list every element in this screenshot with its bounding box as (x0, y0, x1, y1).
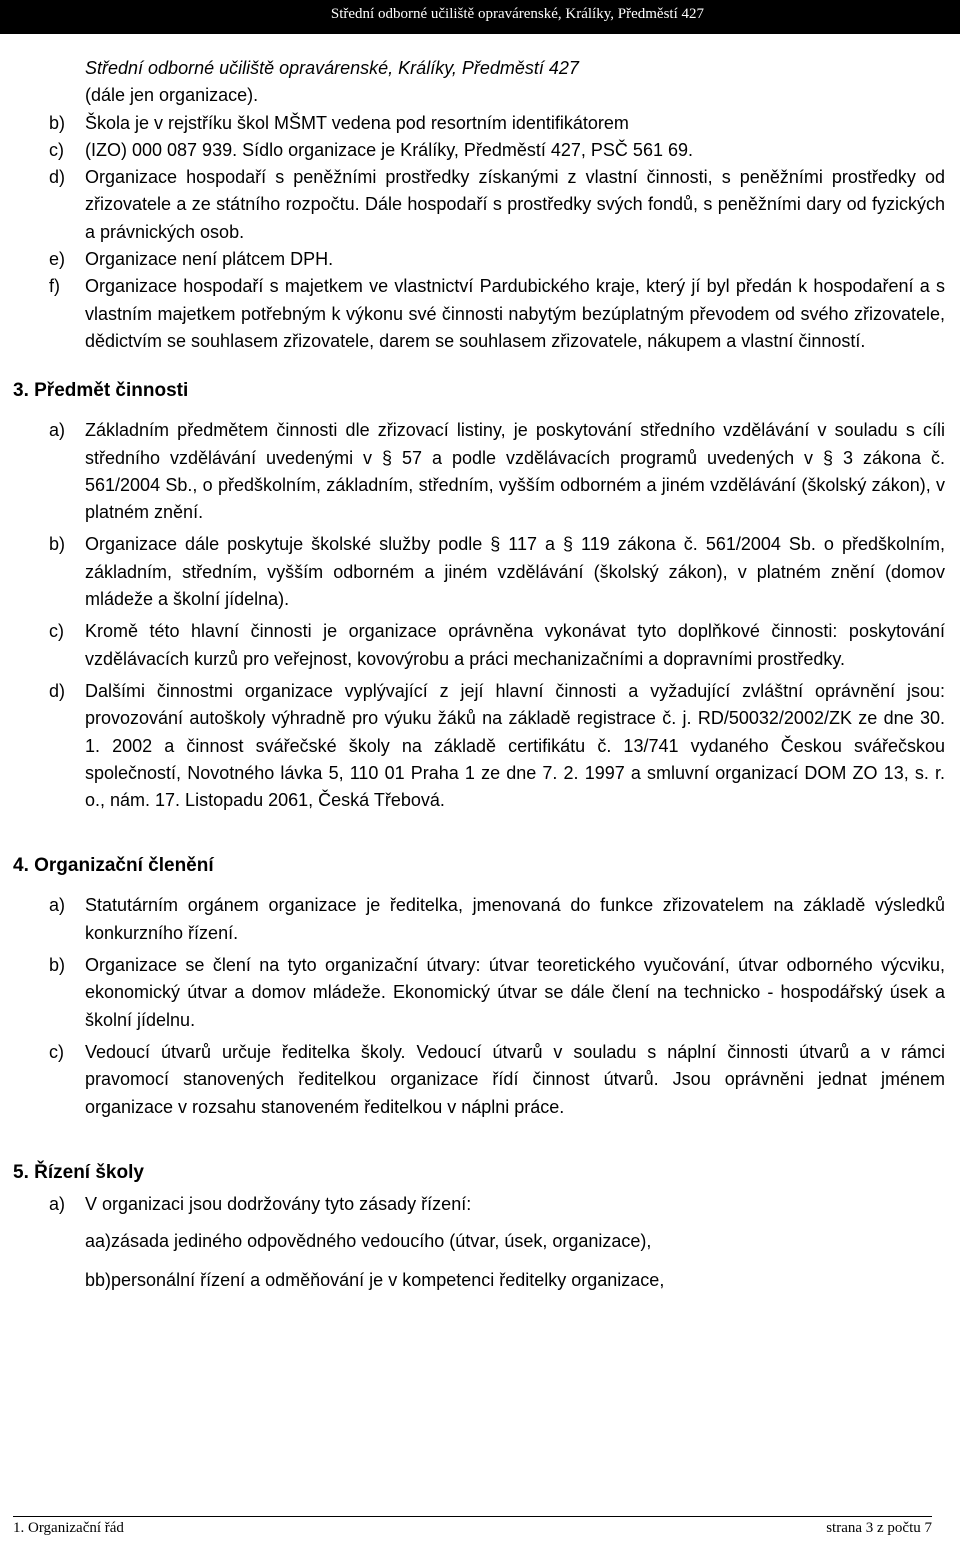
s3-item-a: a) Základním předmětem činnosti dle zřizovací listiny, je poskytování středního vzdělávání v souladu s cíli středního vzdělávání uvedenými v § 57 a podle vzdělávacích programů uvedených v § 3 zákona č. 561/2004 Sb., o předškolním, základním, středním, vyšším odborném a jiném vzdělávání (školský zákon), v platném znění. (49, 420, 945, 523)
intro-item-e: e) Organizace není plátcem DPH. (49, 249, 334, 270)
s5-sub-aa: aa)zásada jediného odpovědného vedoucího (útvar, úsek, organizace), (85, 1231, 652, 1252)
page-header (0, 0, 960, 34)
intro-name-note: (dále jen organizace). (85, 85, 259, 106)
section-3-title: 3. Předmět činnosti (13, 380, 189, 402)
s5-sub-bb: bb)personální řízení a odměňování je v kompetenci ředitelky organizace, (85, 1270, 665, 1291)
s4-item-a: a) Statutárním orgánem organizace je ředitelka, jmenovaná do funkce zřizovatelem na základě výsledků konkurzního řízení. (49, 895, 945, 943)
header-title: Střední odborné učiliště opravárenské, Králíky, Předměstí 427 (330, 6, 704, 22)
footer-doc-title: 1. Organizační řád (13, 1520, 124, 1536)
intro-item-b: b) Škola je v rejstříku škol MŠMT vedena pod resortním identifikátorem (49, 112, 629, 133)
section-5-title: 5. Řízení školy (13, 1161, 144, 1183)
intro-item-d: d) Organizace hospodaří s peněžními prostředky získanými z vlastní činnosti, s peněžními prostředky od zřizovatele a ze státního rozpočtu. Dále hospodaří s prostředky svých fondů, s peněžními dary od fyzických a právnických osob. (49, 167, 945, 242)
page-footer (13, 1516, 932, 1537)
s4-item-b: b) Organizace se člení na tyto organizační útvary: útvar teoretického vyučování, útvar odborného výcviku, ekonomický útvar a domov mládeže. Ekonomický útvar se dále člení na technicko - hospodářský úsek a školní jídelnu. (49, 955, 945, 1030)
intro-item-f: f) Organizace hospodaří s majetkem ve vlastnictví Pardubického kraje, který jí byl předán k hospodaření a s vlastním majetkem potřebným k výkonu své činnosti nabytým bezúplatným převodem od svého zřizovatele, dědictvím se souhlasem zřizovatele, darem se souhlasem zřizovatele, nákupem a vlastní činností. (49, 276, 945, 351)
section-4-title: 4. Organizační členění (13, 855, 214, 877)
s3-item-d: d) Dalšími činnostmi organizace vyplývající z její hlavní činnosti a vyžadující zvláštní oprávnění jsou: provozování autoškoly výhradně pro výuku žáků na základě registrace č. j. RD/50032/2002/ZK ze dne 30. 1. 2002 a činnost svářečské školy na základě certifikátu č. 13/741 vydaného Českou svářečskou společností, Novotného lávka 5, 110 01 Praha 1 ze dne 7. 2. 1997 a smluvní organizací DOM ZO 13, s. r. o., nám. 17. Listopadu 2061, Česká Třebová. (49, 680, 945, 811)
s3-item-c: c) Kromě této hlavní činnosti je organizace oprávněna vykonávat tyto doplňkové činnosti: poskytování vzdělávacích kurzů pro veřejnost, kovovýrobu a práci mechanizačními a dopravními prostředky. (49, 621, 945, 669)
s4-item-c: c) Vedoucí útvarů určuje ředitelka školy. Vedoucí útvarů v souladu s náplní činnosti útvarů a v rámci pravomocí stanovených ředitelkou organizace řídí činnost útvarů. Jsou oprávněni jednat jménem organizace v rozsahu stanoveném ředitelkou v náplni práce. (49, 1041, 945, 1117)
footer-page-number: strana 3 z počtu 7 (826, 1520, 932, 1536)
s3-item-b: b) Organizace dále poskytuje školské služby podle § 117 a § 119 zákona č. 561/2004 Sb. o předškolním, základním, středním, vyšším odborném a jiném vzdělávání (školský zákon), v platném znění (domov mládeže a školní jídelna). (49, 534, 945, 610)
document-body (13, 55, 945, 1294)
intro-item-c: c) (IZO) 000 087 939. Sídlo organizace je Králíky, Předměstí 427, PSČ 561 69. (49, 139, 693, 160)
intro-name-line: Střední odborné učiliště opravárenské, Králíky, Předměstí 427 (85, 58, 579, 78)
s5-item-a: a) V organizaci jsou dodržovány tyto zásady řízení: (49, 1193, 472, 1214)
